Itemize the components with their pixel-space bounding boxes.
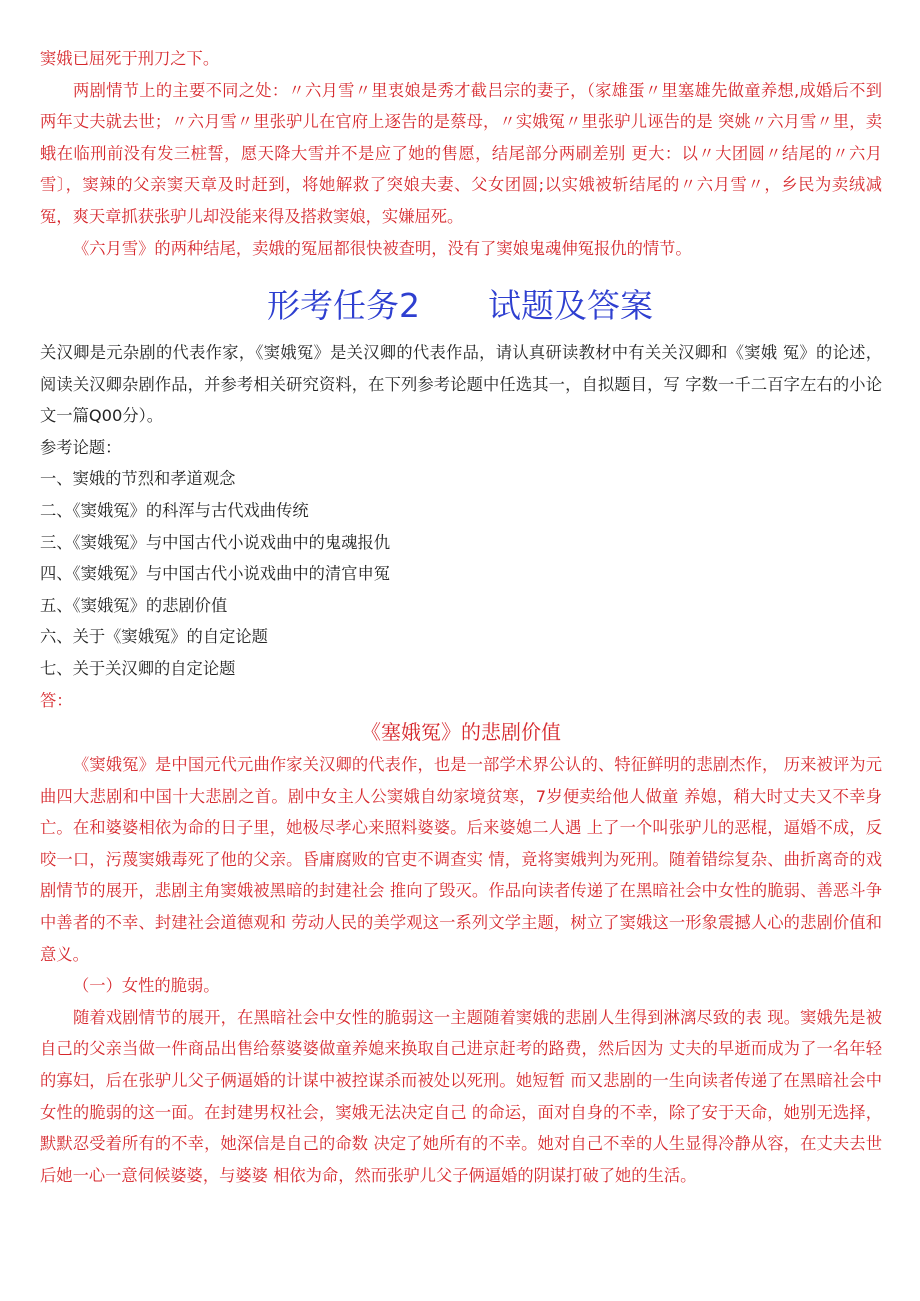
question-section [40,337,882,716]
topic-item: 七、关于关汉卿的自定论题 [40,658,236,678]
answer-paragraph: 两剧情节上的主要不同之处：〃六月雪〃里衷娘是秀才截吕宗的妻子，（家雄蛋〃里塞雄先做童养想,成婚后不到两年丈夫就去世；〃六月雪〃里张驴儿在官府上逐告的是蔡母，〃实娥冤〃里张驴儿诬告的是 突姚〃六月雪〃里，卖蛾在临刑前没有发三桩誓，愿天降大雪并不是应了她的售愿，结尾部分两刷差别 更大：以〃大团圆〃结尾的〃六月雪〕，窦辣的父亲窦天章及时赶到，将她解救了突娘夫妻、父女团圆;以实娥被斩结尾的〃六月雪〃，乡民为卖绒减冤，爽天章抓获张驴儿却没能来得及搭救窦娘，实嫌屈死。 [40,80,882,226]
topics-label: 参考论题： [40,437,122,457]
section-title-task: 形考任务2 [267,286,420,325]
topic-item: 五、《窦娥冤》的悲剧价值 [40,595,228,615]
section-title [0,280,920,332]
topic-item: 六、关于《窦娥冤》的自定论题 [40,627,268,647]
essay-paragraph: 《窦娥冤》是中国元代元曲作家关汉卿的代表作，也是一部学术界公认的、特征鲜明的悲剧杰作， 历来被评为元曲四大悲剧和中国十大悲剧之首。剧中女主人公窦娥自幼家境贫寒，7岁便卖给他人做童 养媳，稍大时丈夫又不幸身亡。在和婆婆相依为命的日子里，她极尽孝心来照料婆婆。后来婆媳二人遇 上了一个叫张驴儿的恶棍，逼婚不成，反咬一口，污蔑窦娥毒死了他的父亲。昏庸腐败的官吏不调查实 情，竟将窦娥判为死刑。随着错综复杂、曲折离奇的戏剧情节的展开，悲剧主角窦娥被黑暗的封建社会 推向了毁灭。作品向读者传递了在黑暗社会中女性的脆弱、善恶斗争中善者的不幸、封建社会道德观和 劳动人民的美学观这一系列文学主题，树立了窦娥这一形象震撼人心的悲剧价值和意义。 [40,755,882,964]
answer-paragraph: 窦娥已屈死于刑刀之下。 [40,49,220,68]
answer-paragraph: 《六月雪》的两种结尾，卖娥的冤屈都很快被查明，没有了窦娘鬼魂伸冤报仇的情节。 [73,238,692,258]
essay-subheading: （一）女性的脆弱。 [73,976,220,996]
answer-label: 答： [40,690,73,710]
topic-list [40,463,882,684]
previous-answer-section [40,43,882,264]
topic-item: 二、《窦娥冤》的科浑与古代戏曲传统 [40,500,309,520]
essay-title: 《塞娥冤》的悲剧价值 [361,720,561,744]
topic-item: 三、《窦娥冤》与中国古代小说戏曲中的鬼魂报仇 [40,532,391,552]
topic-item: 四、《窦娥冤》与中国古代小说戏曲中的清官申冤 [40,564,391,584]
question-text: 关汉卿是元杂剧的代表作家，《窦娥冤》是关汉卿的代表作品，请认真研读教材中有关关汉卿和《窦娥 冤》的论述，阅读关汉卿杂剧作品，并参考相关研究资料，在下列参考论题中任选其一，自拟题目，写 字数一千二百字左右的小论文一篇Q00分）。 [40,343,882,426]
topic-item: 一、窦娥的节烈和孝道观念 [40,469,236,489]
essay-paragraph: 随着戏剧情节的展开，在黑暗社会中女性的脆弱这一主题随着窦娥的悲剧人生得到淋漓尽致的表 现。窦娥先是被自己的父亲当做一件商品出售给蔡婆婆做童养媳来换取自己进京赶考的路费，然后因为 丈夫的早逝而成为了一名年轻的寡妇，后在张驴儿父子俩逼婚的计谋中被控谋杀而被处以死刑。她短暂 而又悲剧的一生向读者传递了在黑暗社会中女性的脆弱的这一面。在封建男权社会，窦娥无法决定自己 的命运，面对自身的不幸，除了安于天命，她别无选择，默默忍受着所有的不幸，她深信是自己的命数 决定了她所有的不幸。她对自己不幸的人生显得冷静从容，在丈夫去世后她一心一意伺候婆婆，与婆婆 相依为命，然而张驴儿父子俩逼婚的阴谋打破了她的生活。 [40,1007,882,1185]
section-title-answers: 试题及答案 [488,286,653,325]
essay-section [40,715,882,1191]
